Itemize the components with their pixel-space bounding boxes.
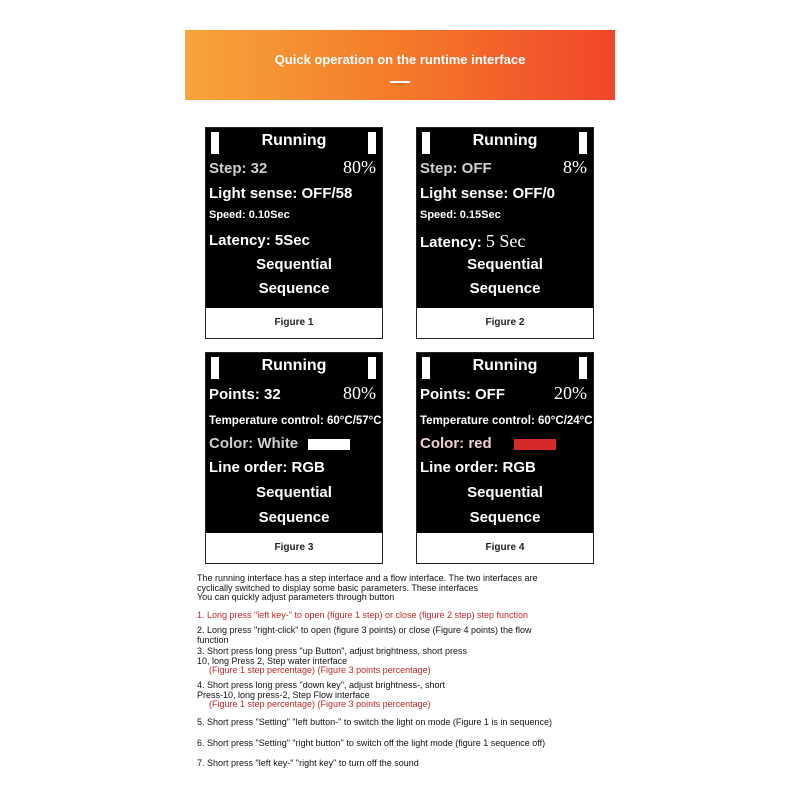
instruction-4-line-2: Press-10, long press-2, Step Flow interface xyxy=(197,690,370,700)
figure-caption: Figure 2 xyxy=(485,317,525,328)
instruction-3-line-1: 3. Short press long press "up Button", adjust brightness, short press xyxy=(197,646,468,656)
banner-title: Quick operation on the runtime interface xyxy=(274,52,526,67)
percentage-value: 20% xyxy=(554,383,587,403)
figure-1-panel xyxy=(205,127,383,339)
figure-3-screen xyxy=(206,353,382,533)
mode-line-1: Sequential xyxy=(467,256,543,273)
mode-line-2: Sequence xyxy=(469,280,541,297)
color-swatch xyxy=(308,439,350,450)
figure-3-panel xyxy=(205,352,383,564)
points-value: Points: OFF xyxy=(420,386,505,403)
figure-caption: Figure 4 xyxy=(485,542,525,553)
light-sense-value: Light sense: OFF/0 xyxy=(420,185,556,202)
color-row xyxy=(209,435,350,452)
percentage-value: 8% xyxy=(563,157,587,177)
figure-4-panel xyxy=(416,352,594,564)
mode-line-1: Sequential xyxy=(256,256,332,273)
intro-line-3: You can quickly adjust parameters through button xyxy=(197,592,395,602)
step-value: Step: 32 xyxy=(209,160,268,177)
intro-line-1: The running interface has a step interface and a flow interface. The two interfaces are xyxy=(197,573,538,583)
points-value: Points: 32 xyxy=(209,386,281,403)
figure-4-screen xyxy=(417,353,593,533)
mode-line-2: Sequence xyxy=(258,509,330,526)
instruction-5: 5. Short press "Setting" "left button-" to switch the light on mode (Figure 1 is in sequence) xyxy=(197,717,552,727)
instruction-3-line-2: 10, long Press 2, Step water interface xyxy=(197,656,348,666)
latency-row xyxy=(420,231,525,252)
instruction-7: 7. Short press "left key-" "right key" to turn off the sound xyxy=(197,758,419,768)
speed-value: Speed: 0.15Sec xyxy=(420,209,501,221)
figure-caption: Figure 1 xyxy=(274,317,314,328)
figure-2-panel xyxy=(416,127,594,339)
latency-value: 5 Sec xyxy=(485,231,526,251)
instruction-4-line-1: 4. Short press long press "down key", adjust brightness-, short xyxy=(197,680,446,690)
instruction-2-line-2: function xyxy=(197,635,229,645)
color-value: Color: red xyxy=(420,435,492,452)
figure-1-screen xyxy=(206,128,382,308)
instruction-4-note: (Figure 1 step percentage) (Figure 3 points percentage) xyxy=(209,699,431,709)
banner-underline xyxy=(390,81,410,83)
temperature-control-value: Temperature control: 60°C/57°C xyxy=(209,415,382,427)
instruction-6: 6. Short press "Setting" "right button" to switch off the light mode (figure 1 sequence off) xyxy=(197,738,546,748)
intro-line-2: cyclically switched to display some basic parameters. These interfaces xyxy=(197,583,478,593)
line-order-value: Line order: RGB xyxy=(209,459,325,476)
latency-label: Latency: xyxy=(420,234,482,251)
line-order-value: Line order: RGB xyxy=(420,459,536,476)
mode-line-2: Sequence xyxy=(469,509,541,526)
screen-title: Running xyxy=(472,132,538,149)
light-sense-value: Light sense: OFF/58 xyxy=(209,185,353,202)
screen-title: Running xyxy=(472,357,538,374)
instruction-2-line-1: 2. Long press "right-click" to open (figure 3 points) or close (Figure 4 points) the flow xyxy=(197,625,532,635)
screen-title: Running xyxy=(261,132,327,149)
figure-caption: Figure 3 xyxy=(274,542,314,553)
speed-value: Speed: 0.10Sec xyxy=(209,209,290,221)
instruction-1: 1. Long press "left key-" to open (figure 1 step) or close (figure 2 step) step function xyxy=(197,610,529,620)
color-row xyxy=(420,435,556,452)
latency-value: Latency: 5Sec xyxy=(209,232,310,249)
step-value: Step: OFF xyxy=(420,160,492,177)
color-swatch xyxy=(514,439,556,450)
header-banner xyxy=(185,30,615,100)
instruction-3-note: (Figure 1 step percentage) (Figure 3 points percentage) xyxy=(209,665,431,675)
temperature-control-value: Temperature control: 60°C/24°C xyxy=(420,415,593,427)
mode-line-1: Sequential xyxy=(467,484,543,501)
color-value: Color: White xyxy=(209,435,299,452)
percentage-value: 80% xyxy=(343,383,376,403)
screen-title: Running xyxy=(261,357,327,374)
mode-line-2: Sequence xyxy=(258,280,330,297)
figure-2-screen xyxy=(417,128,593,308)
percentage-value: 80% xyxy=(343,157,376,177)
mode-line-1: Sequential xyxy=(256,484,332,501)
